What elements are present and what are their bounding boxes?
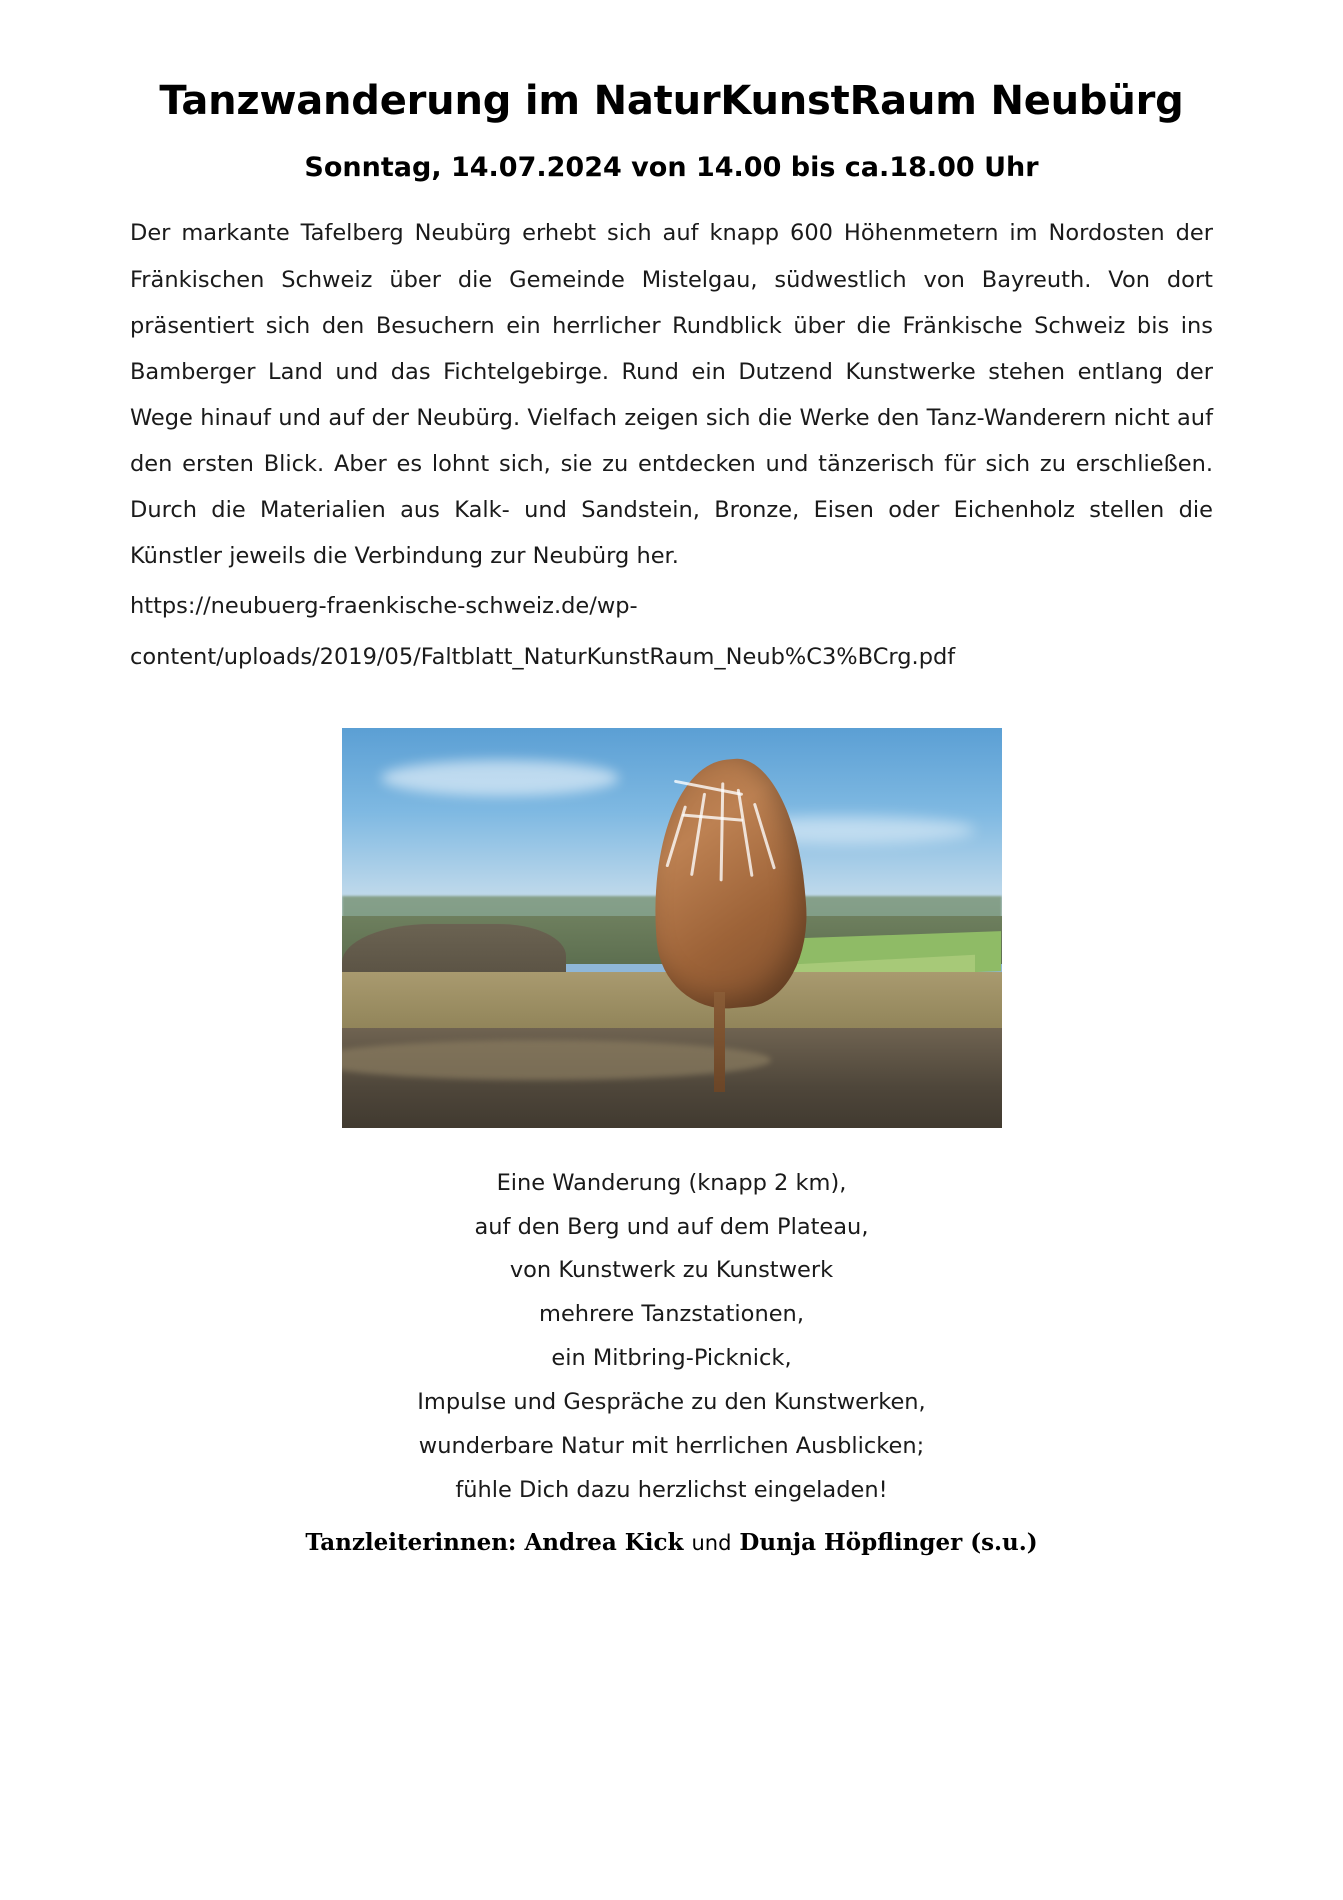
page-title: Tanzwanderung im NaturKunstRaum Neubürg <box>159 78 1184 124</box>
dance-leaders-conjunction: und <box>691 1530 732 1555</box>
caption-line: auf den Berg und auf dem Plateau, <box>474 1213 869 1240</box>
wing-vein <box>682 813 743 821</box>
photo-sculpture-stem <box>714 992 725 1092</box>
dance-leader-name-1: Andrea Kick <box>524 1528 684 1556</box>
source-link-line-2[interactable]: content/uploads/2019/05/Faltblatt_NaturKunstRaum_Neub%C3%BCrg.pdf <box>130 643 956 670</box>
wing-vein <box>719 782 724 881</box>
sculpture-photo <box>342 728 1002 1128</box>
photo-cloud-icon <box>381 760 619 796</box>
wing-vein <box>689 792 705 876</box>
photo-container <box>130 728 1213 1128</box>
source-link-line-1[interactable]: https://neubuerg-fraenkische-schweiz.de/wp- <box>130 593 638 620</box>
photo-path <box>342 1040 771 1080</box>
dance-leaders-line <box>130 1525 1213 1562</box>
dance-leader-name-2: Dunja Höpflinger (s.u.) <box>739 1528 1038 1556</box>
description-paragraph: Der markante Tafelberg Neubürg erhebt sich auf knapp 600 Höhenmetern im Nordosten der Fränkischen Schweiz über die Gemeinde Mistelgau, südwestlich von Bayreuth. Von dort präsentiert sich den Besuchern ein herrlicher Rundblick über die Fränkische Schweiz bis ins Bamberger Land und das Fichtelgebirge. Rund ein Dutzend Kunstwerke stehen entlang der Wege hinauf und auf der Neubürg. Vielfach zeigen sich die Werke den Tanz-Wanderern nicht auf den ersten Blick. Aber es lohnt sich, sie zu entdecken und tänzerisch für sich zu erschließen. Durch die Materialien aus Kalk- und Sandstein, Bronze, Eisen oder Eichenholz stellen die Künstler jeweils die Verbindung zur Neubürg her. <box>130 220 1213 570</box>
caption-line: mehrere Tanzstationen, <box>539 1301 804 1328</box>
dance-leaders-label: Tanzleiterinnen: <box>305 1528 517 1556</box>
caption-line: fühle Dich dazu herzlichst eingeladen! <box>455 1476 888 1503</box>
caption-block <box>130 1162 1213 1513</box>
caption-line: wunderbare Natur mit herrlichen Ausblicken; <box>418 1432 925 1459</box>
caption-line: Eine Wanderung (knapp 2 km), <box>496 1169 847 1196</box>
wing-vein <box>753 802 776 869</box>
wing-vein <box>674 779 743 795</box>
event-datetime-subtitle: Sonntag, 14.07.2024 von 14.00 bis ca.18.00 Uhr <box>304 152 1039 183</box>
caption-line: ein Mitbring-Picknick, <box>551 1345 792 1372</box>
wing-vein <box>736 788 753 877</box>
caption-line: Impulse und Gespräche zu den Kunstwerken, <box>417 1389 926 1416</box>
caption-line: von Kunstwerk zu Kunstwerk <box>509 1257 834 1284</box>
